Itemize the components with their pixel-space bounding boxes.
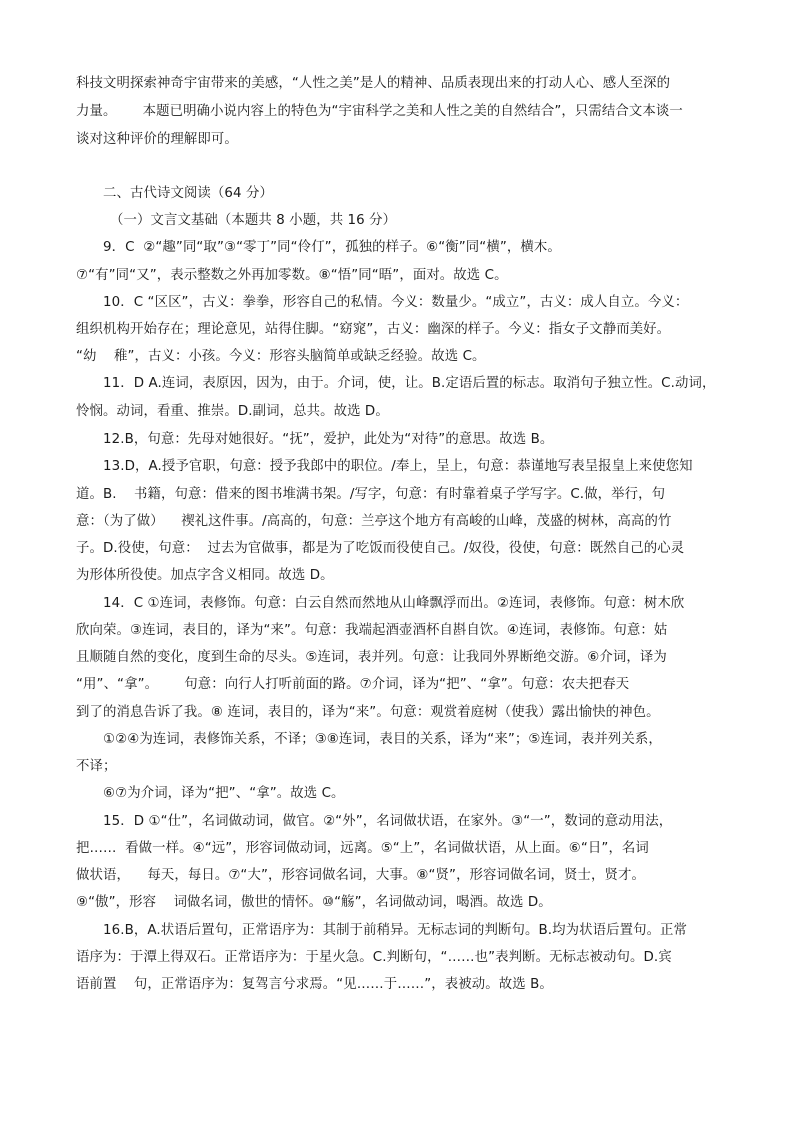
- answer-15-line-2: 把…… 看做一样。④“远”，形容词做动词，远离。⑤“上”，名词做状语，从上面。⑥“日”，名词: [76, 841, 649, 856]
- answer-15-line-4: ⑨“傲”，形容 词做名词，傲世的情怀。⑩“觞”，名词做动词，喝酒。故选 D。: [76, 895, 552, 910]
- answer-16-line-2: 语序为：于潭上得双石。正常语序为：于星火急。C.判断句，“……也”表判断。无标志被动句。D.宾: [76, 950, 672, 965]
- answer-14-line-2: 欣向荣。③连词，表目的，译为“来”。句意：我端起酒壶酒杯自斟自饮。④连词，表修饰。句意：姑: [76, 623, 668, 638]
- answer-10-line-3: “幼 稚”，古义：小孩。今义：形容头脑简单或缺乏经验。故选 C。: [76, 349, 486, 364]
- answer-11-line-2: 怜悯。动词，看重、推崇。D.副词，总共。故选 D。: [76, 404, 389, 419]
- subsection-title: （一）文言文基础（本题共 8 小题，共 16 分）: [110, 213, 397, 228]
- answer-14-line-5: 到了的消息告诉了我。⑧ 连词，表目的，译为“来”。句意：观赏着庭树（使我）露出愉快的神色。: [76, 705, 660, 720]
- answer-10-line-1: 10．C “区区”，古义：拳拳，形容自己的私情。今义：数量少。“成立”，古义：成人自立。今义：: [103, 295, 689, 310]
- answer-11-line-1: 11．D A.连词，表原因，因为，由于。介词，使，让。B.定语后置的标志。取消句子独立性。C.动词，: [103, 376, 716, 391]
- answer-16-line-1: 16.B，A.状语后置句，正常语序为：其制于前稍异。无标志词的判断句。B.均为状语后置句。正常: [103, 923, 688, 938]
- intro-line-1: 科技文明探索神奇宇宙带来的美感，“人性之美”是人的精神、品质表现出来的打动人心、感人至深的: [76, 76, 671, 91]
- answer-14-line-4: “用”、“拿”。 句意：向行人打听前面的路。⑦介词，译为“把”、“拿”。句意：农夫把春天: [76, 677, 630, 692]
- answer-15-line-3: 做状语， 每天，每日。⑦“大”，形容词做名词，大事。⑧“贤”，形容词做名词，贤士，贤才。: [76, 868, 645, 883]
- answer-12-line-1: 12.B，句意：先母对她很好。“抚”，爱护，此处为“对待”的意思。故选 B。: [103, 432, 554, 447]
- answer-14-line-6: ①②④为连词，表修饰关系，不译；③⑧连词，表目的关系，译为“来”；⑤连词，表并列关系，: [103, 732, 662, 747]
- intro-line-2: 力量。 本题已明确小说内容上的特色为“宇宙科学之美和人性之美的自然结合”，只需结合文本谈一: [76, 104, 683, 119]
- answer-16-line-3: 语前置 句，正常语序为：复驾言兮求焉。“见……于……”，表被动。故选 B。: [76, 977, 553, 992]
- answer-13-line-1: 13.D，A.授予官职，句意：授予我郎中的职位。/奉上，呈上，句意：恭谨地写表呈报皇上来使您知: [103, 459, 693, 474]
- intro-line-3: 谈对这种评价的理解即可。: [76, 132, 238, 147]
- answer-14-line-7: 不译；: [76, 759, 117, 774]
- answer-10-line-2: 组织机构开始存在；理论意见，站得住脚。“窈窕”，古义：幽深的样子。今义：指女子文静而美好。: [76, 322, 671, 337]
- answer-13-line-3: 意：（为了做） 禊礼这件事。/高高的，句意：兰亭这个地方有高峻的山峰，茂盛的树林，高高的竹: [76, 514, 672, 529]
- answer-14-line-1: 14．C ①连词，表修饰。句意：白云自然而然地从山峰飘浮而出。②连词，表修饰。句意：树木欣: [103, 596, 685, 611]
- answer-9-line-1: 9．C ②“趣”同“取”③“零丁”同“伶仃”，孤独的样子。⑥“衡”同“横”，横木。: [103, 240, 561, 255]
- answer-13-line-4: 子。D.役使，句意： 过去为官做事，都是为了吃饭而役使自己。/奴役，役使，句意：既然自己的心灵: [76, 541, 685, 556]
- answer-14-line-8: ⑥⑦为介词，译为“把”、“拿”。故选 C。: [103, 786, 345, 801]
- answer-15-line-1: 15．D ①“仕”，名词做动词，做官。②“外”，名词做状语，在家外。③“一”，数词的意动用法，: [103, 814, 673, 829]
- answer-13-line-5: 为形体所役使。加点字含义相同。故选 D。: [76, 568, 334, 583]
- answer-9-line-2: ⑦“有”同“又”，表示整数之外再加零数。⑧“悟”同“晤”，面对。故选 C。: [76, 268, 508, 283]
- answer-13-line-2: 道。B. 书籍，句意：借来的图书堆满书架。/写字，句意：有时靠着桌子学写字。C.做，举行，句: [76, 487, 666, 502]
- answer-14-line-3: 且顺随自然的变化，度到生命的尽头。⑤连词，表并列。句意：让我同外界断绝交游。⑥介词，译为: [76, 650, 667, 665]
- section-title: 二、古代诗文阅读（64 分）: [103, 186, 273, 201]
